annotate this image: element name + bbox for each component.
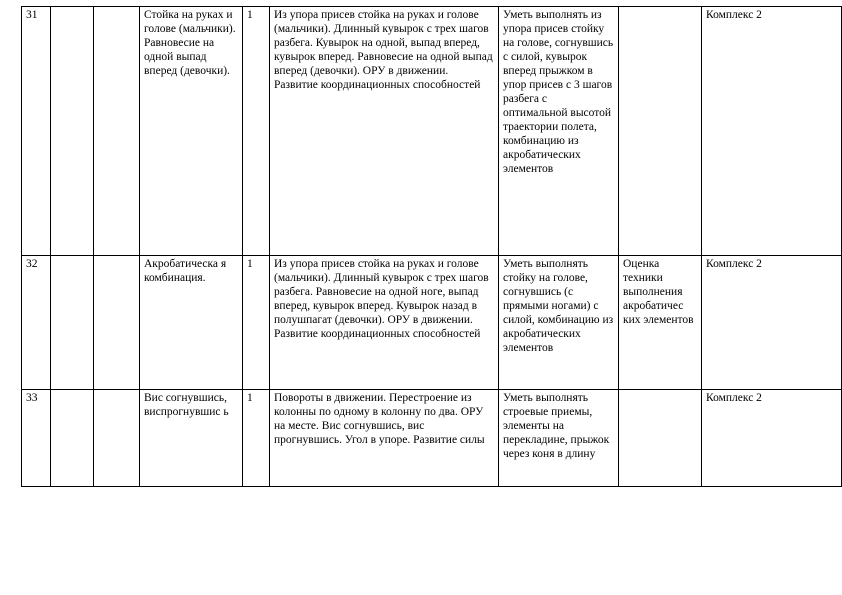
lesson-content: Повороты в движении. Перестроение из колонны по одному в колонну по два. ОРУ на месте. Вис согнувшись, вис прогнувшись. Угол в упоре. Развитие силы — [270, 390, 499, 487]
lesson-control — [619, 7, 702, 256]
lesson-hours: 1 — [243, 390, 270, 487]
date-planned-cell — [51, 7, 94, 256]
table-row — [22, 7, 842, 256]
date-actual-cell — [94, 7, 140, 256]
lesson-content: Из упора присев стойка на руках и голове (мальчики). Длинный кувырок с трех шагов разбега. Равновесие на одной ноге, выпад вперед, кувырок вперед. Кувырок назад в полушпагат (девочки). ОРУ в движении. Развитие координационных способностей — [270, 256, 499, 390]
lesson-requirements: Уметь выполнять из упора присев стойку на голове, согнувшись с силой, кувырок вперед прыжком в упор присев с 3 шагов разбега с оптимальной высотой траектории полета, комбинацию из акробатических элементов — [499, 7, 619, 256]
date-actual-cell — [94, 390, 140, 487]
lesson-topic: Стойка на руках и голове (мальчики). Равновесие на одной выпад вперед (девочки). — [140, 7, 243, 256]
date-planned-cell — [51, 256, 94, 390]
lesson-content: Из упора присев стойка на руках и голове (мальчики). Длинный кувырок с трех шагов разбега. Кувырок на одной, выпад вперед, кувырок вперед. Равновесие на одной выпад вперед (девочки). ОРУ в движении. Развитие координационных способностей — [270, 7, 499, 256]
lesson-number: 32 — [22, 256, 51, 390]
lesson-number: 33 — [22, 390, 51, 487]
lesson-hours: 1 — [243, 7, 270, 256]
lesson-plan-table — [21, 6, 842, 487]
date-planned-cell — [51, 390, 94, 487]
lesson-homework: Комплекс 2 — [702, 390, 842, 487]
lesson-topic: Акробатическа я комбинация. — [140, 256, 243, 390]
lesson-control — [619, 390, 702, 487]
lesson-requirements: Уметь выполнять стойку на голове, согнувшись (с прямыми ногами) с силой, комбинацию из акробатических элементов — [499, 256, 619, 390]
date-actual-cell — [94, 256, 140, 390]
lesson-requirements: Уметь выполнять строевые приемы, элементы на перекладине, прыжок через коня в длину — [499, 390, 619, 487]
lesson-homework: Комплекс 2 — [702, 7, 842, 256]
lesson-homework: Комплекс 2 — [702, 256, 842, 390]
lesson-control: Оценка техники выполнения акробатичес ких элементов — [619, 256, 702, 390]
lesson-topic: Вис согнувшись, виспрогнувшис ь — [140, 390, 243, 487]
lesson-number: 31 — [22, 7, 51, 256]
lesson-hours: 1 — [243, 256, 270, 390]
table-row — [22, 390, 842, 487]
table-row — [22, 256, 842, 390]
